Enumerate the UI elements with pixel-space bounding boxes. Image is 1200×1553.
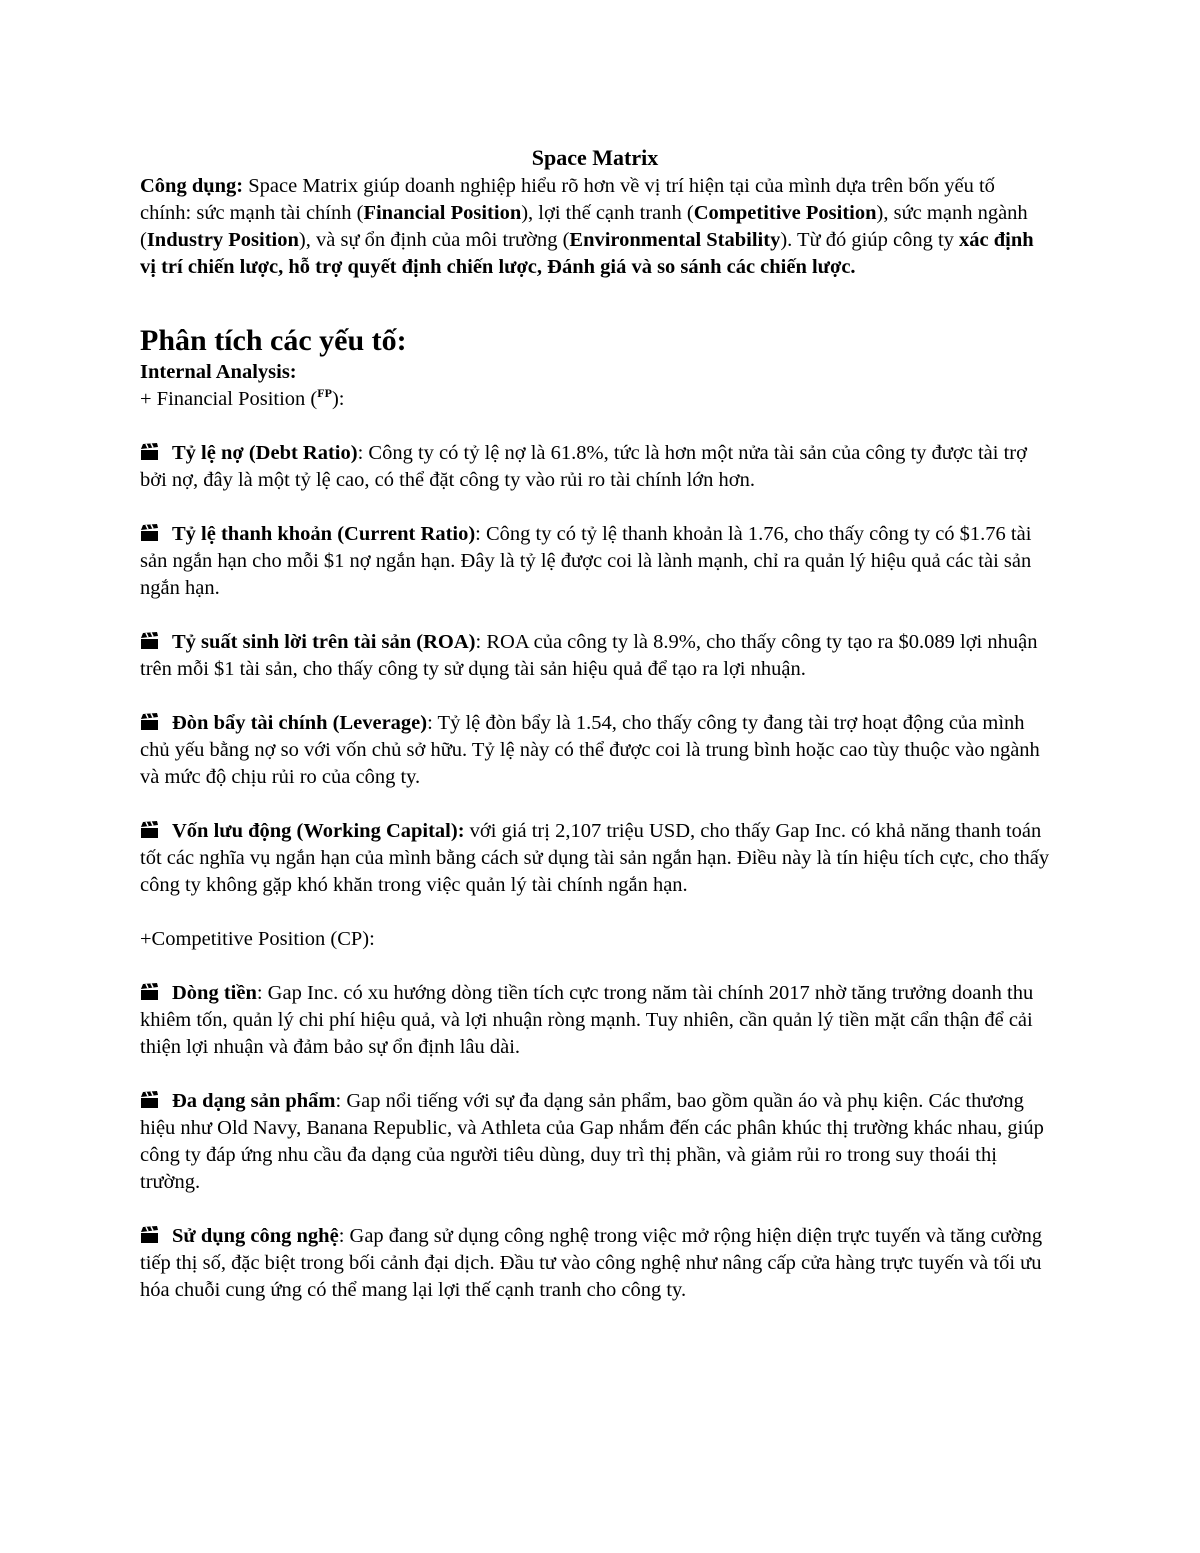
usage-text: ), và sự ổn định của môi trường ( (298, 229, 570, 251)
internal-analysis-heading: Internal Analysis: (140, 361, 297, 383)
bullet-item (140, 818, 1050, 899)
bullet-term: Tỷ lệ thanh khoản (Current Ratio) (172, 523, 476, 545)
bullet-term: Sử dụng công nghệ (172, 1225, 339, 1247)
usage-bold: Competitive Position (693, 202, 877, 224)
clapperboard-icon (140, 443, 160, 461)
clapperboard-icon (140, 983, 160, 1001)
usage-bold: Industry Position (146, 229, 299, 251)
clapperboard-icon (140, 1091, 160, 1109)
bullet-text: : Công ty có tỷ lệ thanh khoản là 1.76, cho thấy công ty có $1.76 tài sản ngắn hạn cho mỗi $1 nợ ngắn hạn. Đây là tỷ lệ được coi là lành mạnh, chỉ ra quản lý hiệu quả các tài sản ngắn hạn. (140, 523, 1032, 599)
competitive-position-label: +Competitive Position (CP): (140, 928, 375, 950)
fp-label-text: + Financial Position ( (140, 388, 318, 410)
competitive-position-list (140, 980, 1050, 1304)
clapperboard-icon (140, 632, 160, 650)
bullet-text: : Gap nổi tiếng với sự đa dạng sản phẩm, bao gồm quần áo và phụ kiện. Các thương hiệu như Old Navy, Banana Republic, và Athleta của Gap nhắm đến các phân khúc thị trường khác nhau, giúp công ty đáp ứng nhu cầu đa dạng của người tiêu dùng, duy trì thị phần, và giảm rủi ro trong suy thoái thị trường. (140, 1090, 1044, 1193)
financial-position-list (140, 440, 1050, 899)
document-title: Space Matrix (531, 145, 659, 170)
bullet-item (140, 980, 1050, 1061)
bullet-item (140, 1088, 1050, 1196)
clapperboard-icon (140, 524, 160, 542)
bullet-text: với giá trị 2,107 triệu USD, cho thấy Gap Inc. có khả năng thanh toán tốt các nghĩa vụ ngắn hạn của mình bằng cách sử dụng tài sản ngắn hạn. Điều này là tín hiệu tích cực, cho thấy công ty không gặp khó khăn trong việc quản lý tài chính ngắn hạn. (140, 820, 1050, 896)
bullet-term: Tỷ suất sinh lời trên tài sản (ROA) (172, 631, 476, 653)
bullet-term: Tỷ lệ nợ (Debt Ratio) (172, 442, 358, 464)
fp-label-end: ): (331, 388, 345, 410)
usage-paragraph (140, 173, 1050, 281)
usage-text: ). Từ đó giúp công ty (780, 229, 960, 251)
bullet-item (140, 629, 1050, 683)
bullet-text: : Gap đang sử dụng công nghệ trong việc mở rộng hiện diện trực tuyến và tăng cường tiếp thị số, đặc biệt trong bối cảnh đại dịch. Đầu tư vào công nghệ như nâng cấp cửa hàng trực tuyến và tối ưu hóa chuỗi cung ứng có thể mang lại lợi thế cạnh tranh cho công ty. (140, 1225, 1043, 1301)
bullet-term: Đòn bẩy tài chính (Leverage) (172, 712, 428, 734)
bullet-text: : Tỷ lệ đòn bẩy là 1.54, cho thấy công ty đang tài trợ hoạt động của mình chủ yếu bằng nợ so với vốn chủ sở hữu. Tỷ lệ này có thể được coi là trung bình hoặc cao tùy thuộc vào ngành và mức độ chịu rủi ro của công ty. (140, 712, 1040, 788)
section-heading: Phân tích các yếu tố: (140, 324, 407, 357)
clapperboard-icon (140, 1226, 160, 1244)
usage-bold: Environmental Stability (569, 229, 781, 251)
bullet-term: Dòng tiền (172, 982, 257, 1004)
financial-position-label (140, 386, 1050, 413)
bullet-text: : ROA của công ty là 8.9%, cho thấy công ty tạo ra $0.089 lợi nhuận trên mỗi $1 tài sản, cho thấy công ty sử dụng tài sản hiệu quả để tạo ra lợi nhuận. (140, 631, 1038, 680)
bullet-item (140, 1223, 1050, 1304)
usage-label: Công dụng: (140, 175, 244, 197)
usage-bold: Financial Position (363, 202, 522, 224)
usage-bold: xác định vị trí chiến lược, hỗ trợ quyết định chiến lược, Đánh giá và so sánh các chiến lược. (140, 229, 1034, 278)
bullet-term: Đa dạng sản phẩm (172, 1090, 336, 1112)
clapperboard-icon (140, 713, 160, 731)
clapperboard-icon (140, 821, 160, 839)
fp-superscript: FP (317, 386, 332, 401)
usage-text: ), lợi thế cạnh tranh ( (521, 202, 694, 224)
bullet-item (140, 710, 1050, 791)
usage-text: ), sức mạnh ngành ( (140, 202, 1028, 251)
bullet-text: : Gap Inc. có xu hướng dòng tiền tích cực trong năm tài chính 2017 nhờ tăng trưởng doanh thu khiêm tốn, quản lý chi phí hiệu quả, và lợi nhuận ròng mạnh. Tuy nhiên, cần quản lý tiền mặt cẩn thận để cải thiện lợi nhuận và đảm bảo sự ổn định lâu dài. (140, 982, 1034, 1058)
bullet-item (140, 440, 1050, 494)
usage-text: Space Matrix giúp doanh nghiệp hiểu rõ hơn về vị trí hiện tại của mình dựa trên bốn yếu tố chính: sức mạnh tài chính ( (140, 175, 995, 224)
bullet-term: Vốn lưu động (Working Capital): (172, 820, 465, 842)
bullet-item (140, 521, 1050, 602)
bullet-text: : Công ty có tỷ lệ nợ là 61.8%, tức là hơn một nửa tài sản của công ty được tài trợ bởi nợ, đây là một tỷ lệ cao, có thể đặt công ty vào rủi ro tài chính lớn hơn. (140, 442, 1027, 491)
